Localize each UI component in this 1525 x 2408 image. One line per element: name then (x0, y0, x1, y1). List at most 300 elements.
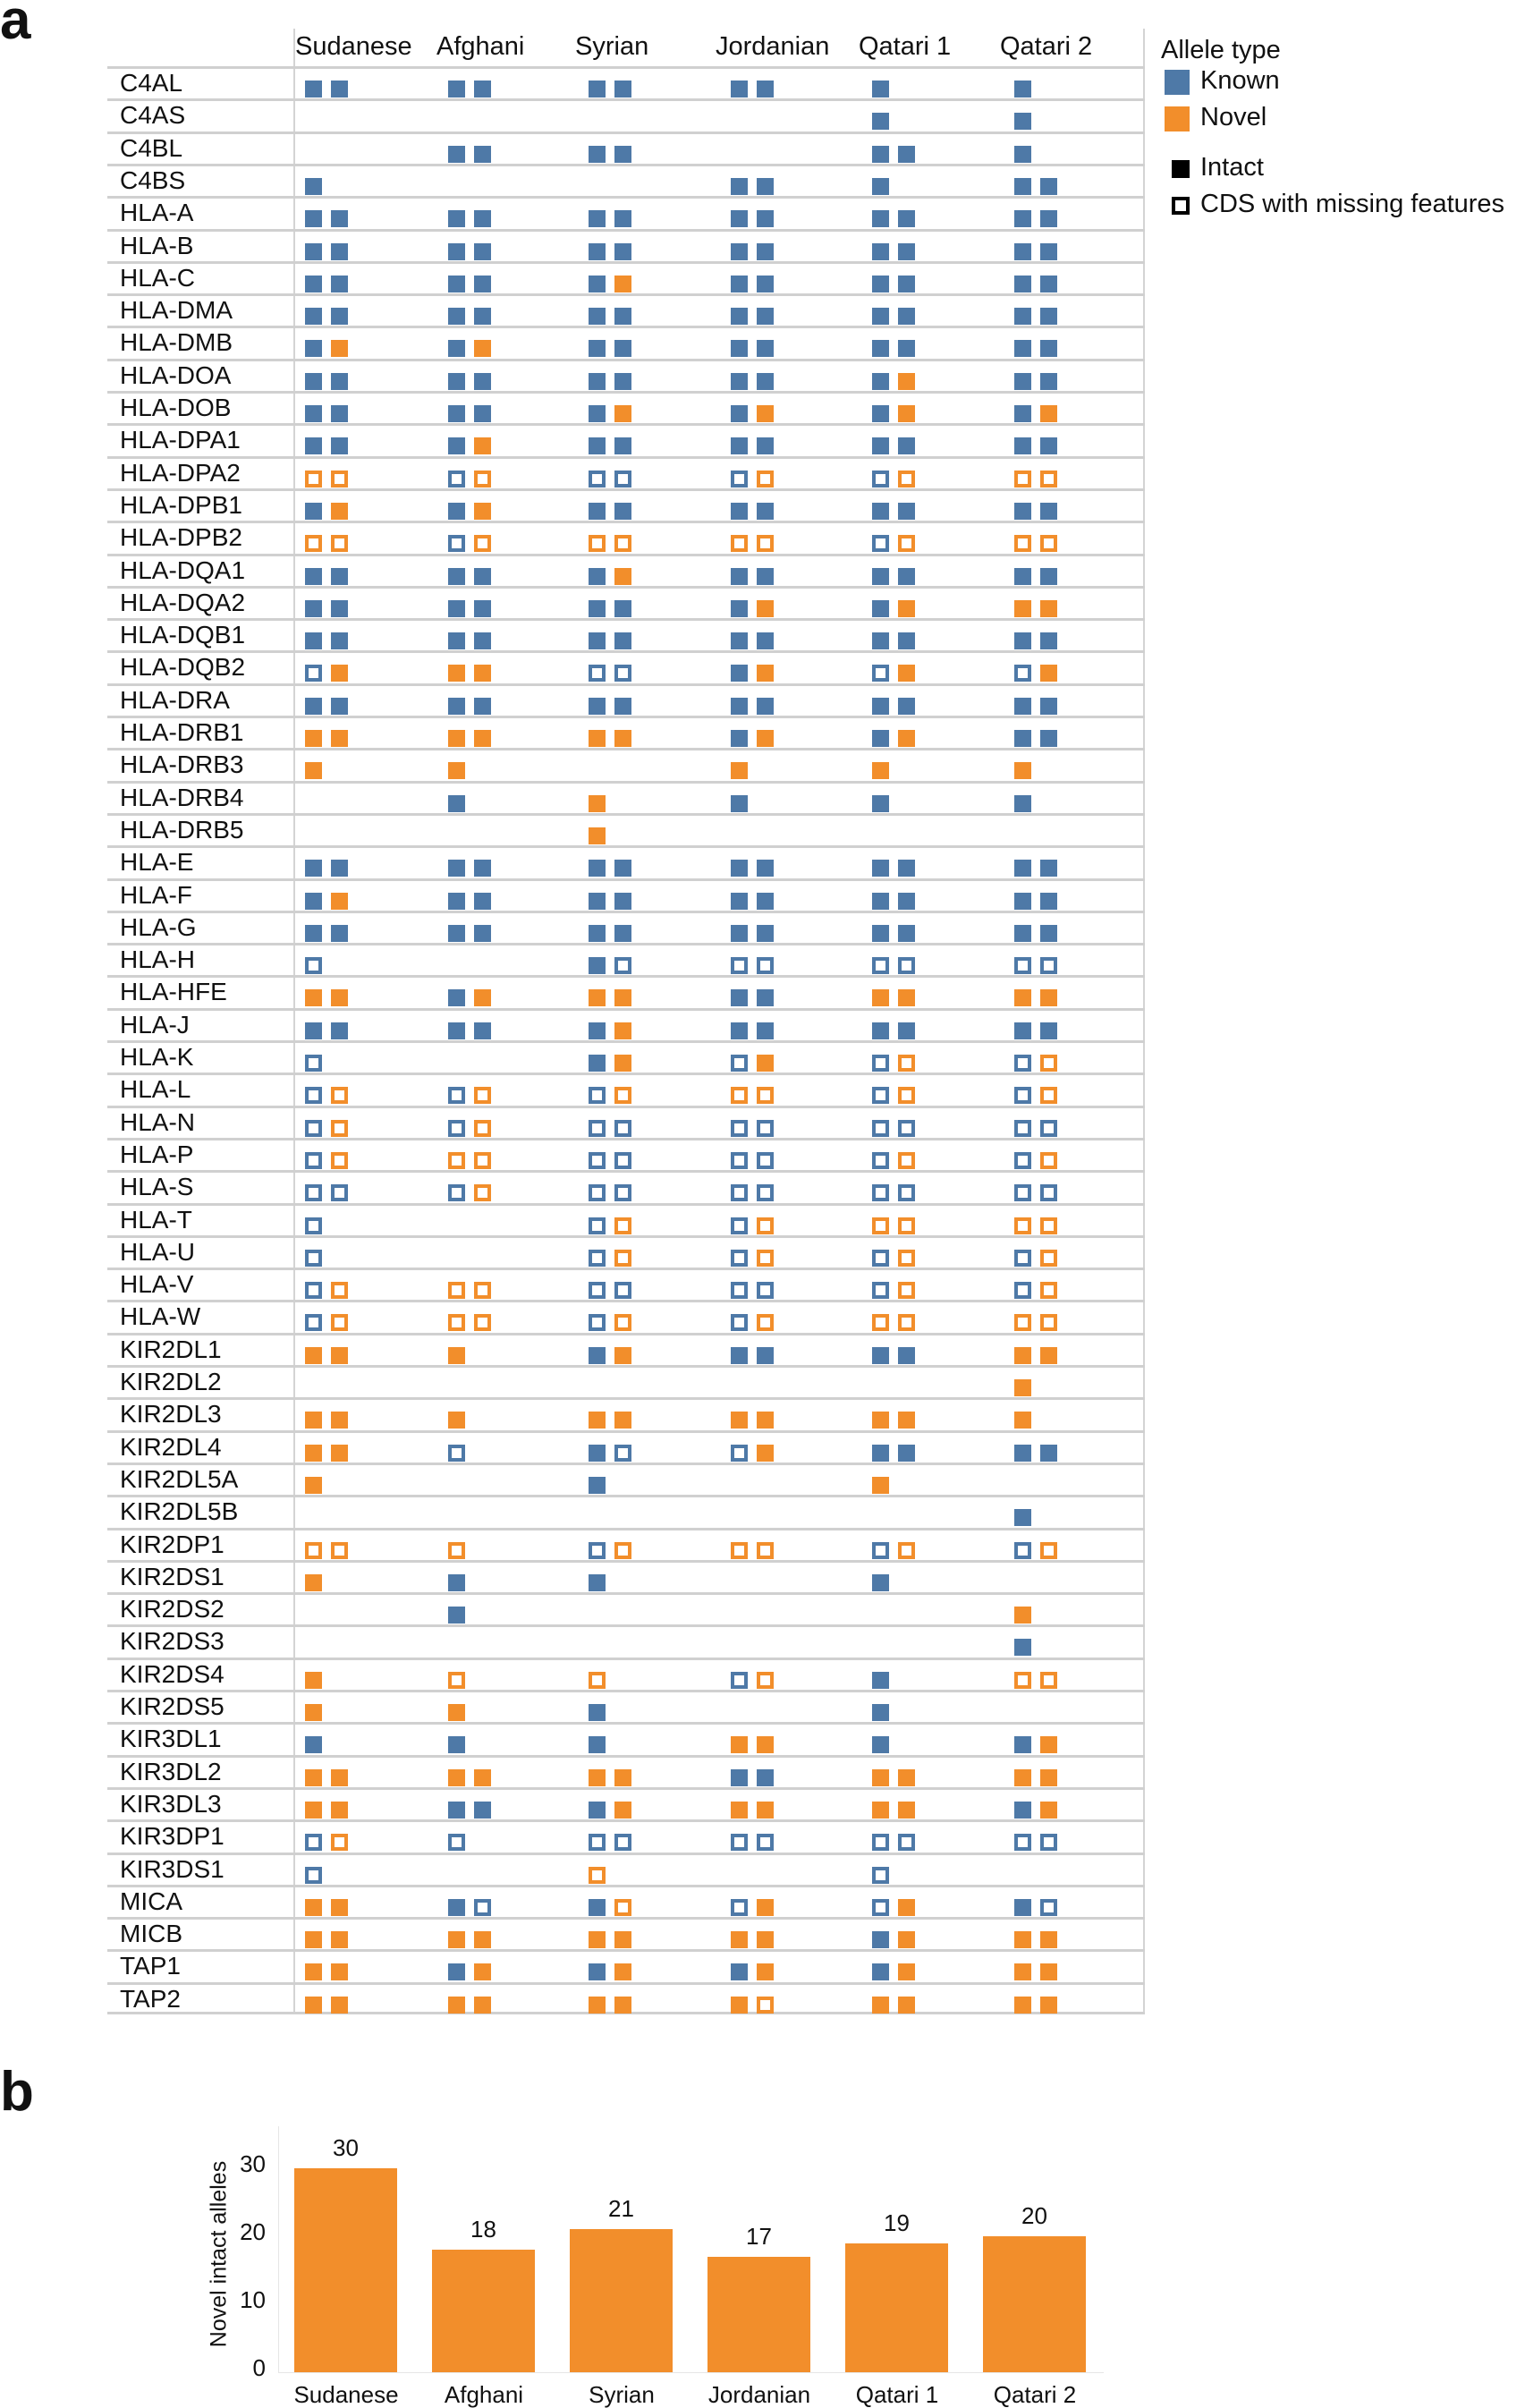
novel-cds-missing-marker-icon (589, 1672, 606, 1689)
allele-cell (731, 1704, 775, 1721)
known-intact-marker-icon (1040, 437, 1057, 454)
known-cds-missing-marker-icon (731, 1120, 748, 1137)
allele-cell (448, 1379, 493, 1396)
allele-cell (731, 1867, 775, 1884)
novel-cds-missing-marker-icon (589, 535, 606, 552)
known-intact-marker-icon (448, 373, 465, 390)
column-header: Qatari 2 (1000, 32, 1093, 61)
known-intact-marker-icon (305, 210, 322, 227)
gene-label: HLA-F (120, 880, 192, 909)
allele-cell (589, 1574, 633, 1591)
bar-value-label: 21 (608, 2195, 634, 2223)
gene-row (107, 261, 1145, 293)
allele-cell (589, 730, 633, 747)
allele-cell (1014, 568, 1059, 585)
novel-cds-missing-marker-icon (757, 1542, 774, 1559)
known-intact-marker-icon (305, 405, 322, 422)
gene-row (107, 586, 1145, 618)
allele-cell (731, 632, 775, 649)
known-intact-marker-icon (731, 698, 748, 715)
allele-cell (872, 1120, 917, 1137)
allele-cell (305, 1217, 350, 1234)
novel-intact-marker-icon (448, 1997, 465, 2014)
novel-intact-marker-icon (898, 989, 915, 1006)
known-intact-marker-icon (872, 1736, 889, 1753)
gene-row (107, 975, 1145, 1007)
novel-cds-missing-marker-icon (1040, 1314, 1057, 1331)
known-intact-marker-icon (1040, 860, 1057, 877)
allele-cell (448, 113, 493, 130)
allele-cell (305, 1769, 350, 1786)
novel-intact-marker-icon (872, 1997, 889, 2014)
allele-cell (589, 1379, 633, 1396)
known-intact-marker-icon (872, 113, 889, 130)
novel-cds-missing-marker-icon (331, 1314, 348, 1331)
novel-intact-marker-icon (474, 437, 491, 454)
known-intact-marker-icon (474, 146, 491, 163)
known-intact-marker-icon (872, 340, 889, 357)
known-cds-missing-marker-icon (448, 1087, 465, 1104)
allele-cell (589, 665, 633, 682)
known-intact-marker-icon (731, 405, 748, 422)
gene-row (107, 1787, 1145, 1819)
known-cds-missing-marker-icon (614, 471, 631, 488)
allele-cell (1014, 860, 1059, 877)
known-intact-marker-icon (731, 308, 748, 325)
gene-label: HLA-K (120, 1043, 194, 1071)
known-cds-missing-marker-icon (731, 1152, 748, 1169)
known-intact-marker-icon (757, 989, 774, 1006)
gene-row (107, 1885, 1145, 1917)
known-intact-marker-icon (1014, 373, 1031, 390)
known-intact-marker-icon (1040, 632, 1057, 649)
allele-cell (589, 827, 633, 844)
known-intact-marker-icon (1040, 276, 1057, 293)
known-intact-marker-icon (1040, 210, 1057, 227)
allele-cell (731, 665, 775, 682)
allele-cell (872, 1445, 917, 1462)
novel-cds-missing-marker-icon (872, 1314, 889, 1331)
allele-cell (589, 893, 633, 910)
gene-row (107, 229, 1145, 261)
allele-cell (1014, 1412, 1059, 1429)
allele-cell (589, 1834, 633, 1851)
allele-cell (731, 1607, 775, 1624)
known-intact-marker-icon (448, 405, 465, 422)
allele-cell (305, 1152, 350, 1169)
known-cds-missing-marker-icon (589, 1834, 606, 1851)
allele-cell (589, 698, 633, 715)
gene-row (107, 423, 1145, 455)
novel-intact-marker-icon (1014, 989, 1031, 1006)
gene-label: C4BL (120, 133, 183, 162)
known-intact-marker-icon (757, 308, 774, 325)
gene-label: HLA-E (120, 848, 194, 877)
known-intact-marker-icon (731, 276, 748, 293)
gene-label: HLA-HFE (120, 978, 227, 1006)
known-intact-marker-icon (1014, 893, 1031, 910)
allele-cell (731, 1477, 775, 1494)
known-intact-marker-icon (448, 1736, 465, 1753)
allele-cell (305, 210, 350, 227)
known-intact-marker-icon (305, 600, 322, 617)
novel-cds-missing-marker-icon (1040, 1152, 1057, 1169)
allele-cell (872, 1736, 917, 1753)
allele-cell (305, 1509, 350, 1526)
known-intact-marker-icon (474, 1022, 491, 1039)
allele-cell (1014, 1120, 1059, 1137)
allele-cell (731, 243, 775, 260)
known-intact-marker-icon (1040, 1022, 1057, 1039)
novel-intact-marker-icon (872, 1802, 889, 1819)
known-intact-marker-icon (448, 1607, 465, 1624)
novel-intact-marker-icon (474, 1997, 491, 2014)
allele-cell (872, 210, 917, 227)
novel-cds-missing-marker-icon (898, 1282, 915, 1299)
known-intact-marker-icon (589, 698, 606, 715)
novel-cds-missing-marker-icon (731, 535, 748, 552)
novel-cds-missing-marker-icon (331, 471, 348, 488)
gene-row (107, 1073, 1145, 1105)
known-intact-marker-icon (614, 437, 631, 454)
novel-cds-missing-marker-icon (898, 1542, 915, 1559)
gene-row (107, 554, 1145, 586)
known-intact-marker-icon (614, 146, 631, 163)
known-intact-marker-icon (872, 600, 889, 617)
known-intact-marker-icon (1014, 81, 1031, 98)
allele-cell (305, 1931, 350, 1948)
novel-intact-marker-icon (1040, 989, 1057, 1006)
allele-cell (589, 1152, 633, 1169)
gene-label: KIR2DL1 (120, 1335, 222, 1363)
novel-intact-marker-icon (757, 1963, 774, 1980)
allele-cell (305, 1963, 350, 1980)
allele-cell (872, 308, 917, 325)
novel-cds-missing-marker-icon (872, 1217, 889, 1234)
gene-label: KIR3DL2 (120, 1757, 222, 1785)
known-swatch-icon (1165, 70, 1190, 95)
gene-row (107, 618, 1145, 650)
known-cds-missing-marker-icon (614, 1834, 631, 1851)
known-cds-missing-marker-icon (305, 957, 322, 974)
allele-cell (1014, 698, 1059, 715)
novel-cds-missing-marker-icon (898, 1217, 915, 1234)
known-intact-marker-icon (731, 437, 748, 454)
known-cds-missing-marker-icon (731, 1055, 748, 1072)
known-intact-marker-icon (757, 1347, 774, 1364)
known-intact-marker-icon (757, 503, 774, 520)
gene-row (107, 1982, 1145, 2014)
known-intact-marker-icon (448, 568, 465, 585)
allele-cell (305, 1022, 350, 1039)
novel-intact-marker-icon (757, 1736, 774, 1753)
known-intact-marker-icon (872, 178, 889, 195)
known-intact-marker-icon (448, 1802, 465, 1819)
novel-intact-marker-icon (305, 1347, 322, 1364)
novel-cds-missing-marker-icon (731, 1542, 748, 1559)
gene-label: HLA-DOB (120, 394, 232, 421)
allele-cell (731, 1574, 775, 1591)
allele-cell (1014, 1379, 1059, 1396)
known-intact-marker-icon (1014, 146, 1031, 163)
allele-cell (589, 1736, 633, 1753)
known-intact-marker-icon (474, 632, 491, 649)
known-intact-marker-icon (589, 1899, 606, 1916)
novel-intact-marker-icon (331, 1412, 348, 1429)
allele-cell (305, 81, 350, 98)
novel-cds-missing-marker-icon (1014, 535, 1031, 552)
known-cds-missing-marker-icon (305, 1120, 322, 1137)
gene-label: KIR3DL3 (120, 1789, 222, 1818)
allele-cell (731, 276, 775, 293)
gene-label: HLA-W (120, 1302, 201, 1331)
allele-cell (448, 957, 493, 974)
known-cds-missing-marker-icon (898, 1834, 915, 1851)
allele-cell (448, 762, 493, 779)
y-axis-line (278, 2126, 279, 2373)
allele-cell (872, 113, 917, 130)
allele-cell (589, 405, 633, 422)
known-intact-marker-icon (305, 632, 322, 649)
allele-cell (872, 860, 917, 877)
novel-intact-marker-icon (305, 1997, 322, 2014)
allele-cell (1014, 1055, 1059, 1072)
gene-label: HLA-T (120, 1205, 192, 1234)
novel-cds-missing-marker-icon (474, 1120, 491, 1137)
allele-cell (305, 893, 350, 910)
allele-cell (448, 1704, 493, 1721)
known-intact-marker-icon (589, 503, 606, 520)
novel-intact-marker-icon (614, 405, 631, 422)
novel-intact-marker-icon (305, 1704, 322, 1721)
known-intact-marker-icon (1014, 113, 1031, 130)
allele-cell (305, 1574, 350, 1591)
known-intact-marker-icon (1040, 243, 1057, 260)
known-intact-marker-icon (1014, 1802, 1031, 1819)
known-intact-marker-icon (614, 860, 631, 877)
known-intact-marker-icon (589, 340, 606, 357)
allele-cell (448, 1152, 493, 1169)
known-intact-marker-icon (1014, 1022, 1031, 1039)
novel-intact-marker-icon (1014, 1412, 1031, 1429)
allele-cell (448, 568, 493, 585)
allele-cell (448, 1055, 493, 1072)
known-intact-marker-icon (731, 373, 748, 390)
novel-intact-marker-icon (731, 1412, 748, 1429)
allele-cell (731, 1769, 775, 1786)
gene-label: KIR2DL5B (120, 1497, 239, 1526)
allele-cell (448, 1899, 493, 1916)
novel-intact-marker-icon (1040, 600, 1057, 617)
gene-row (107, 1690, 1145, 1722)
known-intact-marker-icon (757, 276, 774, 293)
novel-intact-marker-icon (1040, 1736, 1057, 1753)
known-cds-missing-marker-icon (757, 1834, 774, 1851)
novel-cds-missing-marker-icon (1040, 1250, 1057, 1267)
bar (432, 2250, 535, 2372)
x-category-label: Sudanese (293, 2381, 399, 2408)
allele-cell (448, 405, 493, 422)
gene-label: HLA-S (120, 1173, 194, 1201)
novel-intact-marker-icon (305, 1899, 322, 1916)
known-cds-missing-marker-icon (1040, 957, 1057, 974)
allele-cell (448, 535, 493, 552)
allele-cell (589, 1184, 633, 1201)
allele-cell (305, 308, 350, 325)
allele-cell (589, 1087, 633, 1104)
x-category-label: Jordanian (707, 2381, 811, 2408)
known-intact-marker-icon (757, 437, 774, 454)
gene-label: TAP2 (120, 1984, 181, 2013)
allele-cell (589, 1217, 633, 1234)
novel-intact-marker-icon (614, 1769, 631, 1786)
allele-cell (305, 1672, 350, 1689)
known-intact-marker-icon (589, 81, 606, 98)
novel-intact-marker-icon (898, 1412, 915, 1429)
gene-row (107, 1819, 1145, 1852)
known-cds-missing-marker-icon (474, 1899, 491, 1916)
known-intact-marker-icon (898, 308, 915, 325)
allele-cell (872, 1639, 917, 1656)
allele-cell (731, 503, 775, 520)
allele-cell (448, 81, 493, 98)
known-cds-missing-marker-icon (589, 1152, 606, 1169)
known-cds-missing-marker-icon (589, 1217, 606, 1234)
novel-intact-marker-icon (589, 730, 606, 747)
allele-cell (448, 1477, 493, 1494)
known-intact-marker-icon (305, 81, 322, 98)
known-intact-marker-icon (331, 308, 348, 325)
known-intact-marker-icon (1040, 178, 1057, 195)
allele-cell (305, 535, 350, 552)
known-intact-marker-icon (872, 893, 889, 910)
known-cds-missing-marker-icon (1014, 1282, 1031, 1299)
gene-label: HLA-J (120, 1010, 190, 1039)
known-cds-missing-marker-icon (305, 1314, 322, 1331)
allele-cell (1014, 243, 1059, 260)
allele-cell (731, 210, 775, 227)
novel-cds-missing-marker-icon (331, 1120, 348, 1137)
known-intact-marker-icon (331, 925, 348, 942)
allele-cell (872, 146, 917, 163)
gene-row (107, 521, 1145, 553)
gene-row (107, 1138, 1145, 1170)
allele-cell (589, 178, 633, 195)
allele-cell (731, 1152, 775, 1169)
allele-cell (305, 1087, 350, 1104)
allele-cell (1014, 1607, 1059, 1624)
known-cds-missing-marker-icon (731, 1834, 748, 1851)
known-intact-marker-icon (331, 210, 348, 227)
allele-cell (589, 340, 633, 357)
known-intact-marker-icon (448, 503, 465, 520)
known-cds-missing-marker-icon (1014, 1250, 1031, 1267)
novel-cds-missing-marker-icon (474, 471, 491, 488)
known-intact-marker-icon (1014, 925, 1031, 942)
known-intact-marker-icon (898, 925, 915, 942)
allele-cell (1014, 795, 1059, 812)
known-intact-marker-icon (872, 1931, 889, 1948)
y-axis-title: Novel intact alleles (206, 2160, 232, 2348)
gene-row (107, 196, 1145, 228)
allele-cell (448, 1022, 493, 1039)
novel-intact-marker-icon (305, 1445, 322, 1462)
gene-row (107, 1040, 1145, 1073)
known-cds-missing-marker-icon (448, 1184, 465, 1201)
gene-row (107, 66, 1145, 98)
legend-label: CDS with missing features (1200, 190, 1505, 218)
known-cds-missing-marker-icon (1014, 1184, 1031, 1201)
allele-cell (1014, 1802, 1059, 1819)
gene-row (107, 813, 1145, 845)
allele-cell (448, 1184, 493, 1201)
known-intact-marker-icon (448, 860, 465, 877)
novel-intact-marker-icon (1014, 762, 1031, 779)
gene-label: HLA-L (120, 1075, 191, 1104)
gene-row (107, 1917, 1145, 1949)
novel-intact-marker-icon (614, 1963, 631, 1980)
novel-intact-marker-icon (305, 730, 322, 747)
allele-cell (1014, 1314, 1059, 1331)
allele-cell (731, 957, 775, 974)
novel-intact-marker-icon (731, 1931, 748, 1948)
allele-cell (872, 243, 917, 260)
allele-cell (305, 1607, 350, 1624)
allele-cell (872, 1899, 917, 1916)
novel-intact-marker-icon (474, 503, 491, 520)
allele-cell (448, 1963, 493, 1980)
novel-intact-marker-icon (1014, 600, 1031, 617)
novel-cds-missing-marker-icon (448, 1282, 465, 1299)
allele-cell (1014, 1184, 1059, 1201)
known-intact-marker-icon (448, 210, 465, 227)
novel-intact-marker-icon (757, 1055, 774, 1072)
known-intact-marker-icon (589, 1736, 606, 1753)
bar (570, 2229, 673, 2372)
novel-intact-marker-icon (757, 1445, 774, 1462)
allele-cell (589, 1282, 633, 1299)
allele-cell (448, 665, 493, 682)
allele-cell (1014, 1834, 1059, 1851)
allele-cell (731, 600, 775, 617)
allele-cell (1014, 1736, 1059, 1753)
novel-cds-missing-marker-icon (305, 1542, 322, 1559)
known-intact-marker-icon (614, 698, 631, 715)
allele-cell (872, 893, 917, 910)
known-intact-marker-icon (589, 1022, 606, 1039)
novel-intact-marker-icon (331, 1802, 348, 1819)
known-intact-marker-icon (614, 210, 631, 227)
novel-intact-marker-icon (872, 762, 889, 779)
allele-cell (448, 1509, 493, 1526)
allele-cell (872, 340, 917, 357)
allele-cell (872, 1055, 917, 1072)
allele-cell (305, 762, 350, 779)
novel-cds-missing-marker-icon (1014, 471, 1031, 488)
allele-cell (589, 1314, 633, 1331)
gene-label: KIR3DS1 (120, 1854, 225, 1883)
known-intact-marker-icon (305, 1736, 322, 1753)
known-intact-marker-icon (589, 308, 606, 325)
allele-cell (305, 1347, 350, 1364)
novel-intact-marker-icon (614, 1055, 631, 1072)
allele-cell (589, 210, 633, 227)
known-cds-missing-marker-icon (757, 1120, 774, 1137)
allele-cell (305, 1802, 350, 1819)
known-intact-marker-icon (872, 373, 889, 390)
allele-cell (731, 989, 775, 1006)
novel-cds-missing-marker-icon (474, 1184, 491, 1201)
